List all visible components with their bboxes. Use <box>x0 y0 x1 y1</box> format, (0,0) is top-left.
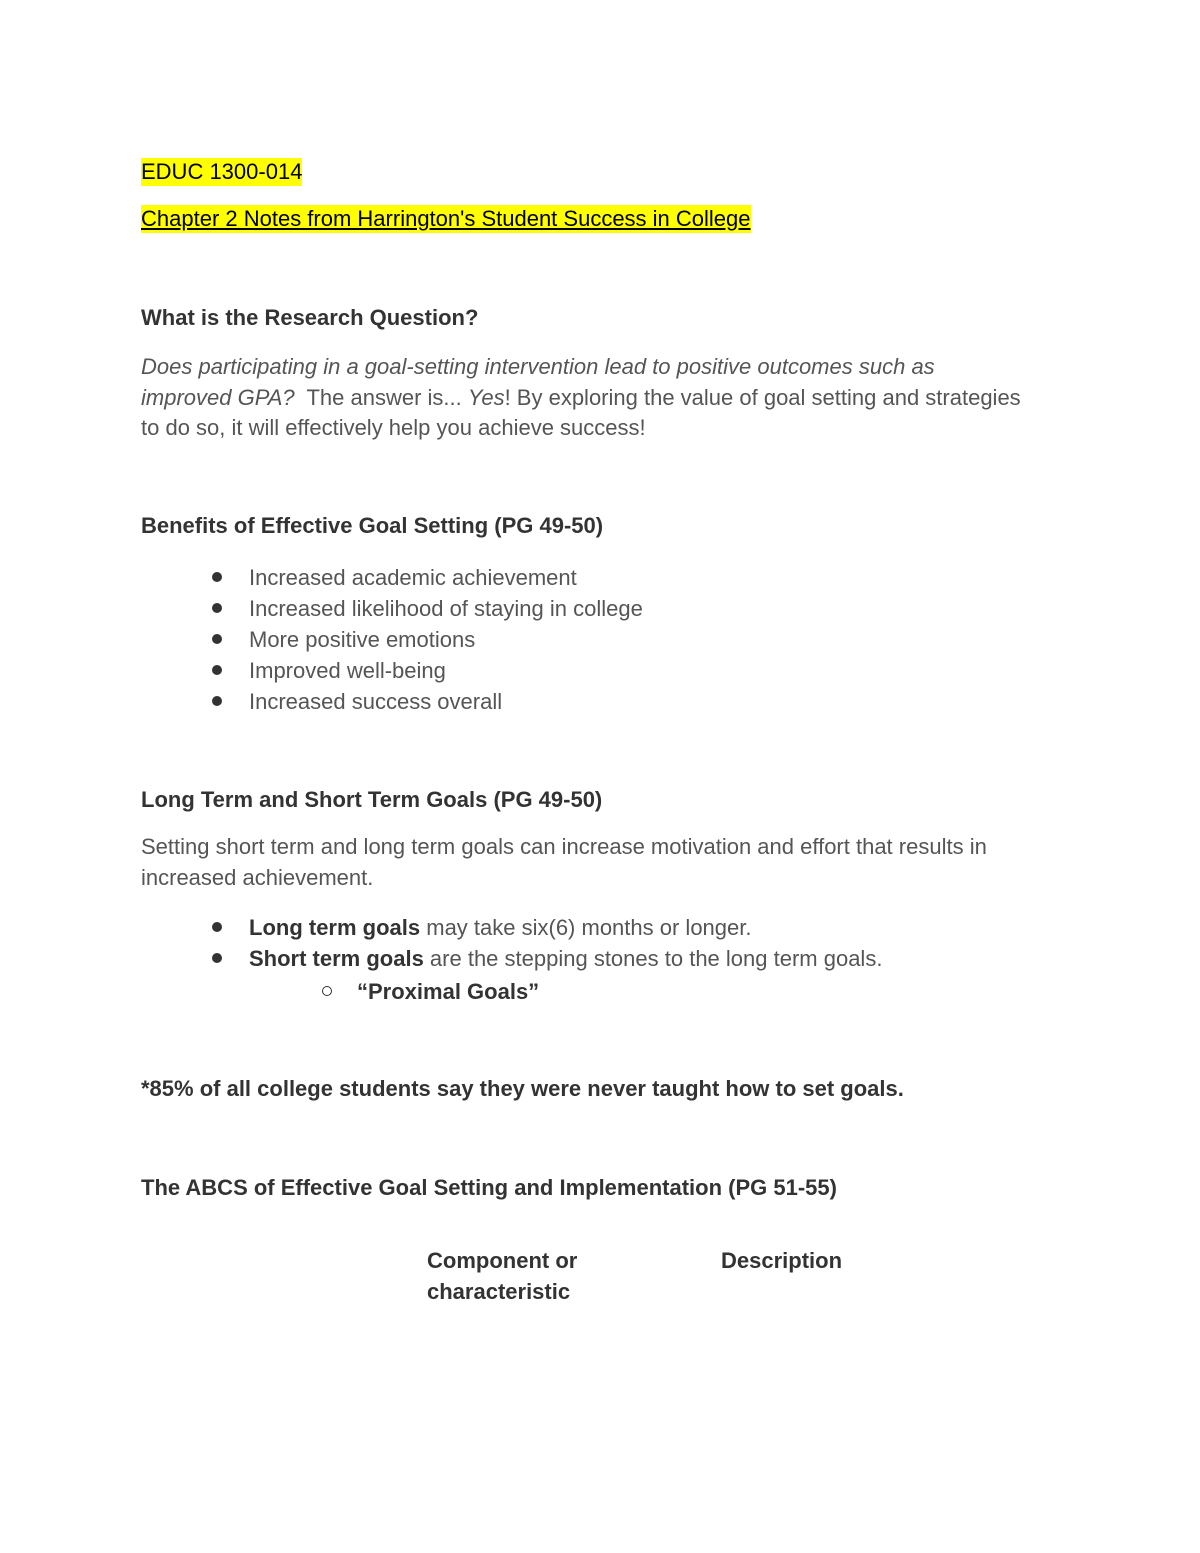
answer-yes: Yes <box>467 384 505 410</box>
list-item: Improved well-being <box>212 655 643 686</box>
bullet-icon <box>212 696 222 706</box>
answer-rest: ! By exploring the value of goal setting and strategies to do so, it will effectively help you achieve success! <box>141 384 1021 440</box>
proximal-goals-item: “Proximal Goals” <box>322 976 539 1007</box>
benefits-heading: Benefits of Effective Goal Setting (PG 49-50) <box>141 513 604 538</box>
statistic-note: *85% of all college students say they were never taught how to set goals. <box>141 1076 904 1101</box>
list-item: Increased likelihood of staying in college <box>212 593 643 624</box>
hollow-bullet-icon <box>322 986 332 996</box>
list-item: Increased success overall <box>212 686 643 717</box>
course-code: EDUC 1300-014 <box>141 159 303 184</box>
bullet-icon <box>212 922 222 932</box>
answer-prefix: The answer is... <box>294 384 468 410</box>
research-question-italic: Does participating in a goal-setting intervention lead to positive outcomes such as improved GPA? <box>141 354 935 410</box>
list-item: Short term goals are the stepping stones to the long term goals. <box>212 943 882 974</box>
research-question-paragraph <box>141 352 1021 444</box>
bullet-icon <box>212 665 222 675</box>
table-header-component: Component or characteristic <box>427 1248 578 1304</box>
table-header-description: Description <box>721 1248 843 1273</box>
document-title: Chapter 2 Notes from Harrington's Student Success in College <box>141 206 751 231</box>
research-question-heading: What is the Research Question? <box>141 305 479 330</box>
bullet-icon <box>212 572 222 582</box>
goals-list <box>212 912 882 974</box>
bullet-icon <box>212 603 222 613</box>
list-item: Long term goals may take six(6) months or longer. <box>212 912 882 943</box>
list-item: Increased academic achievement <box>212 562 643 593</box>
goals-intro: Setting short term and long term goals can increase motivation and effort that results in increased achievement. <box>141 834 987 890</box>
bullet-icon <box>212 634 222 644</box>
goals-heading: Long Term and Short Term Goals (PG 49-50) <box>141 787 603 812</box>
bullet-icon <box>212 953 222 963</box>
benefits-list <box>212 562 643 717</box>
list-item: More positive emotions <box>212 624 643 655</box>
abcs-heading: The ABCS of Effective Goal Setting and Implementation (PG 51-55) <box>141 1175 837 1200</box>
